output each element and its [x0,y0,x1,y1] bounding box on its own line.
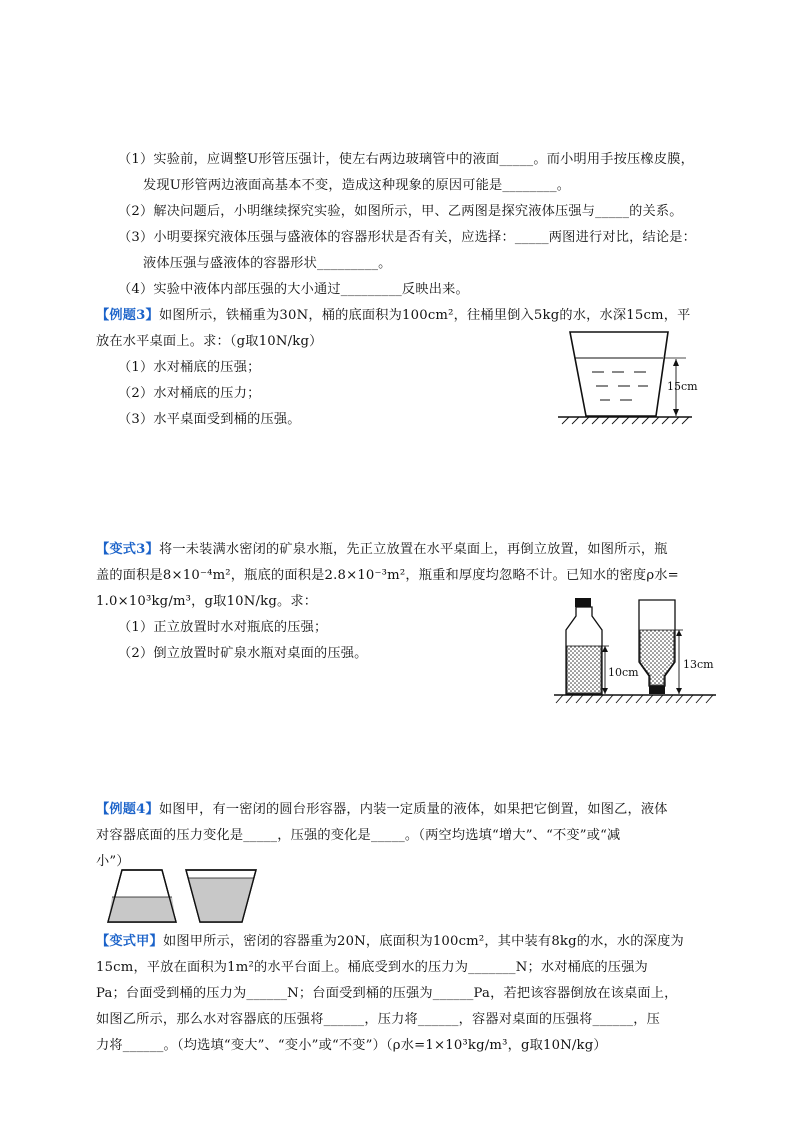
u-tube-item-3: （3）小明要探究液体压强与盛液体的容器形状是否有关，应选择：_____两图进行对比，结论是： [118,230,697,245]
variant3-line1: 【变式3】将一未装满水密闭的矿泉水瓶，先正立放置在水平桌面上，再倒立放置，如图所示，瓶 [96,542,668,557]
variant3-item-2: （2）倒立放置时矿泉水瓶对桌面的压强。 [118,646,368,661]
example3-item-3: （3）水平桌面受到桶的压强。 [118,412,301,427]
frustum-figure [102,862,262,930]
depth-label: 15cm [667,380,698,393]
bottles-figure [550,594,722,712]
example3-item-1: （1）水对桶底的压强； [118,360,261,375]
bucket-outline [570,332,668,416]
variant4-line5: 力将______。（均选填“变大”、“变小”或“不变”）（ρ水=1×10³kg/m³，g取10N/kg） [96,1038,607,1053]
example3-line1: 【例题3】如图所示，铁桶重为30N，桶的底面积为100cm²，往桶里倒入5kg的水，水深15cm，平 [96,308,691,323]
example4-line2: 对容器底面的压力变化是_____，压强的变化是_____。（两空均选填“增大”、“不变”或“减 [96,828,621,843]
example3-item-2: （2）水对桶底的压力； [118,386,261,401]
example4-line3: 小”） [96,854,130,869]
variant3-line2: 盖的面积是8×10⁻⁴m²，瓶底的面积是2.8×10⁻³m²，瓶重和厚度均忽略不计。已知水的密度ρ水= [96,568,679,583]
upright-cap [575,598,591,607]
inverted-water [640,630,674,685]
variant4-line1: 【变式甲】如图甲所示，密闭的容器重为20N，底面积为100cm²，其中装有8kg的水，水的深度为 [96,934,684,949]
example4-line1: 【例题4】如图甲，有一密闭的圆台形容器，内装一定质量的液体，如果把它倒置，如图乙，液体 [96,802,668,817]
variant4-tag: 【变式甲】 [96,934,163,949]
u-tube-item-1-cont: 发现U形管两边液面高基本不变，造成这种现象的原因可能是________。 [143,178,571,193]
u-tube-item-2: （2）解决问题后，小明继续探究实验，如图所示，甲、乙两图是探究液体压强与_____的关系。 [118,204,683,219]
inverted-cap [649,686,665,694]
example4-tag: 【例题4】 [96,802,159,817]
upright-height-label: 10cm [608,666,639,679]
variant4-line3: Pa；台面受到桶的压力为______N；台面受到桶的压强为______Pa，若把该容器倒放在该桌面上， [96,986,678,1001]
upright-water [567,646,601,693]
example3-tag: 【例题3】 [96,308,159,323]
water-dashes [592,372,648,400]
u-tube-item-1: （1）实验前，应调整U形管压强计，使左右两边玻璃管中的液面_____。而小明用手按压橡皮膜， [118,152,694,167]
variant3-line3: 1.0×10³kg/m³，g取10N/kg。求： [96,594,318,609]
frustum-jia-liquid [108,897,176,922]
variant4-line2: 15cm，平放在面积为1m²的水平台面上。桶底受到水的压力为_______N；水对桶底的压强为 [96,960,648,975]
variant3-tag: 【变式3】 [96,542,159,557]
example3-line2: 放在水平桌面上。求：（g取10N/kg） [96,334,323,349]
u-tube-item-3-cont: 液体压强与盛液体的容器形状_________。 [143,256,392,271]
variant3-item-1: （1）正立放置时水对瓶底的压强； [118,620,328,635]
u-tube-item-4: （4）实验中液体内部压强的大小通过_________反映出来。 [118,282,469,297]
variant4-line4: 如图乙所示，那么水对容器底的压强将______，压力将______，容器对桌面的压强将______，压 [96,1012,661,1027]
bucket-figure [552,328,702,430]
inverted-height-label: 13cm [683,658,714,671]
ground-hatch [562,417,689,424]
